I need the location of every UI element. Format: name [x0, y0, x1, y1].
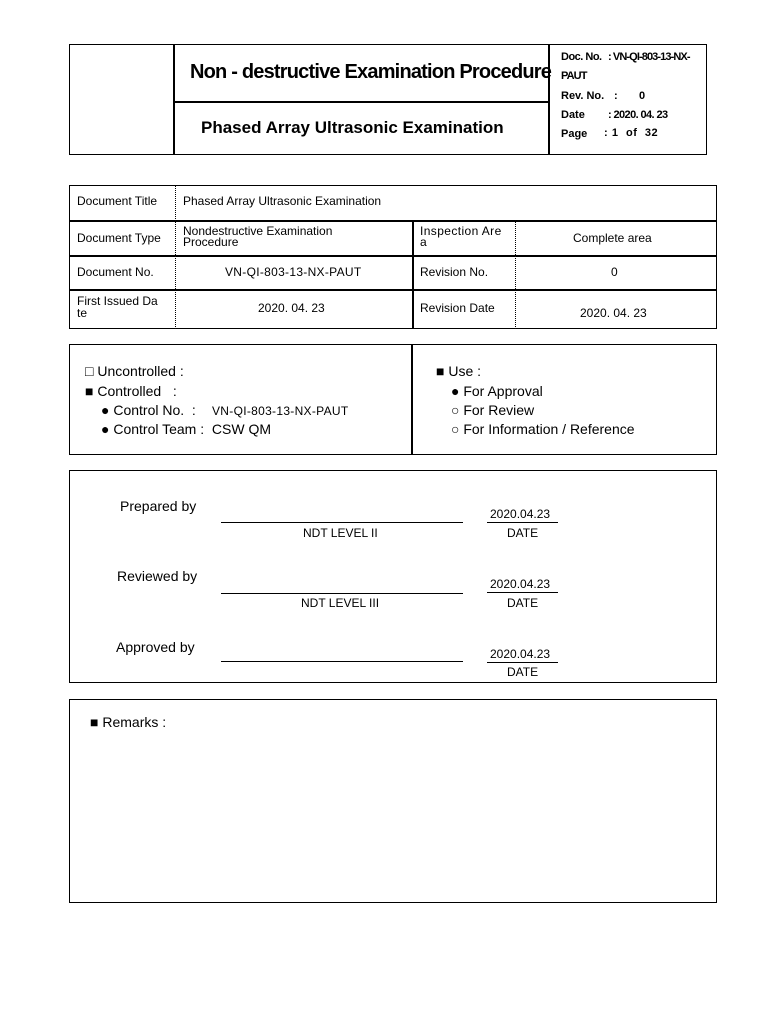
remarks-box — [69, 699, 717, 903]
approved-date: 2020.04.23 — [490, 647, 551, 661]
rev-no-label: Rev. No. — [561, 90, 605, 102]
control-no-value: VN-QI-803-13-NX-PAUT — [212, 404, 349, 418]
prepared-signature-line — [221, 522, 463, 523]
revision-no-value: 0 — [611, 265, 618, 279]
header-logo-divider — [173, 44, 175, 155]
revision-date-label: Revision Date — [420, 301, 495, 315]
first-issued-label-line1: First Issued Da — [77, 294, 158, 308]
use-heading: ■ Use : — [436, 363, 482, 379]
revision-date-value: 2020. 04. 23 — [580, 306, 647, 320]
use-for-review: ○ For Review — [451, 402, 535, 418]
doc-no-value-cont: PAUT — [561, 70, 587, 82]
revision-no-label: Revision No. — [420, 265, 489, 279]
date-label: Date — [561, 109, 585, 121]
rev-no-value: : 0 — [614, 90, 646, 102]
use-for-approval: ● For Approval — [451, 383, 543, 399]
document-type-value-line2: Procedure — [183, 235, 239, 249]
info-row-divider-1 — [69, 220, 717, 222]
use-for-information: ○ For Information / Reference — [451, 421, 635, 437]
prepared-by-label: Prepared by — [120, 498, 197, 514]
reviewed-by-label: Reviewed by — [117, 568, 198, 584]
control-box — [69, 344, 717, 455]
reviewed-level: NDT LEVEL III — [301, 596, 380, 610]
document-no-value: VN-QI-803-13-NX-PAUT — [225, 265, 362, 279]
prepared-date-caption: DATE — [507, 526, 539, 540]
reviewed-date-line — [487, 592, 558, 593]
document-title-label: Document Title — [77, 194, 158, 208]
reviewed-date: 2020.04.23 — [490, 577, 551, 591]
first-issued-label-line2: te — [77, 306, 88, 320]
page-title: Non - destructive Examination Procedure — [190, 61, 552, 83]
approved-signature-line — [221, 661, 463, 662]
page-label: Page — [561, 128, 588, 140]
approved-date-line — [487, 662, 558, 663]
uncontrolled-option: □ Uncontrolled : — [85, 363, 184, 379]
header-title-divider — [173, 101, 549, 103]
remarks-label: ■ Remarks : — [90, 714, 167, 730]
inspection-area-value: Complete area — [573, 231, 652, 245]
doc-no-label: Doc. No. — [561, 51, 602, 63]
document-type-value-line1: Nondestructive Examination — [183, 224, 333, 238]
page-subtitle: Phased Array Ultrasonic Examination — [201, 118, 504, 137]
inspection-area-label-line2: a — [420, 235, 427, 249]
approved-date-caption: DATE — [507, 665, 539, 679]
prepared-level: NDT LEVEL II — [303, 526, 378, 540]
reviewed-signature-line — [221, 593, 463, 594]
info-row-divider-2 — [69, 255, 717, 257]
prepared-date-line — [487, 522, 558, 523]
document-no-label: Document No. — [77, 265, 154, 279]
info-mid-divider — [412, 220, 414, 329]
controlled-option: ■ Controlled : — [85, 383, 177, 399]
info-label-divider — [175, 185, 176, 329]
approved-by-label: Approved by — [116, 639, 195, 655]
control-team: ● Control Team : CSW QM — [101, 421, 272, 437]
document-type-label: Document Type — [77, 231, 161, 245]
inspection-area-label-line1: Inspection Are — [420, 224, 502, 238]
page-value: : 1 of 32 — [604, 127, 659, 139]
info-row-divider-3 — [69, 289, 717, 291]
reviewed-date-caption: DATE — [507, 596, 539, 610]
prepared-date: 2020.04.23 — [490, 507, 551, 521]
info-right-label-divider — [515, 220, 516, 329]
control-no-label: ● Control No. : — [101, 402, 196, 418]
date-value: : 2020. 04. 23 — [608, 109, 668, 121]
doc-no-value: : VN-QI-803-13-NX- — [608, 51, 690, 63]
document-title-value: Phased Array Ultrasonic Examination — [183, 194, 382, 208]
first-issued-value: 2020. 04. 23 — [258, 301, 325, 315]
control-divider — [411, 344, 413, 455]
